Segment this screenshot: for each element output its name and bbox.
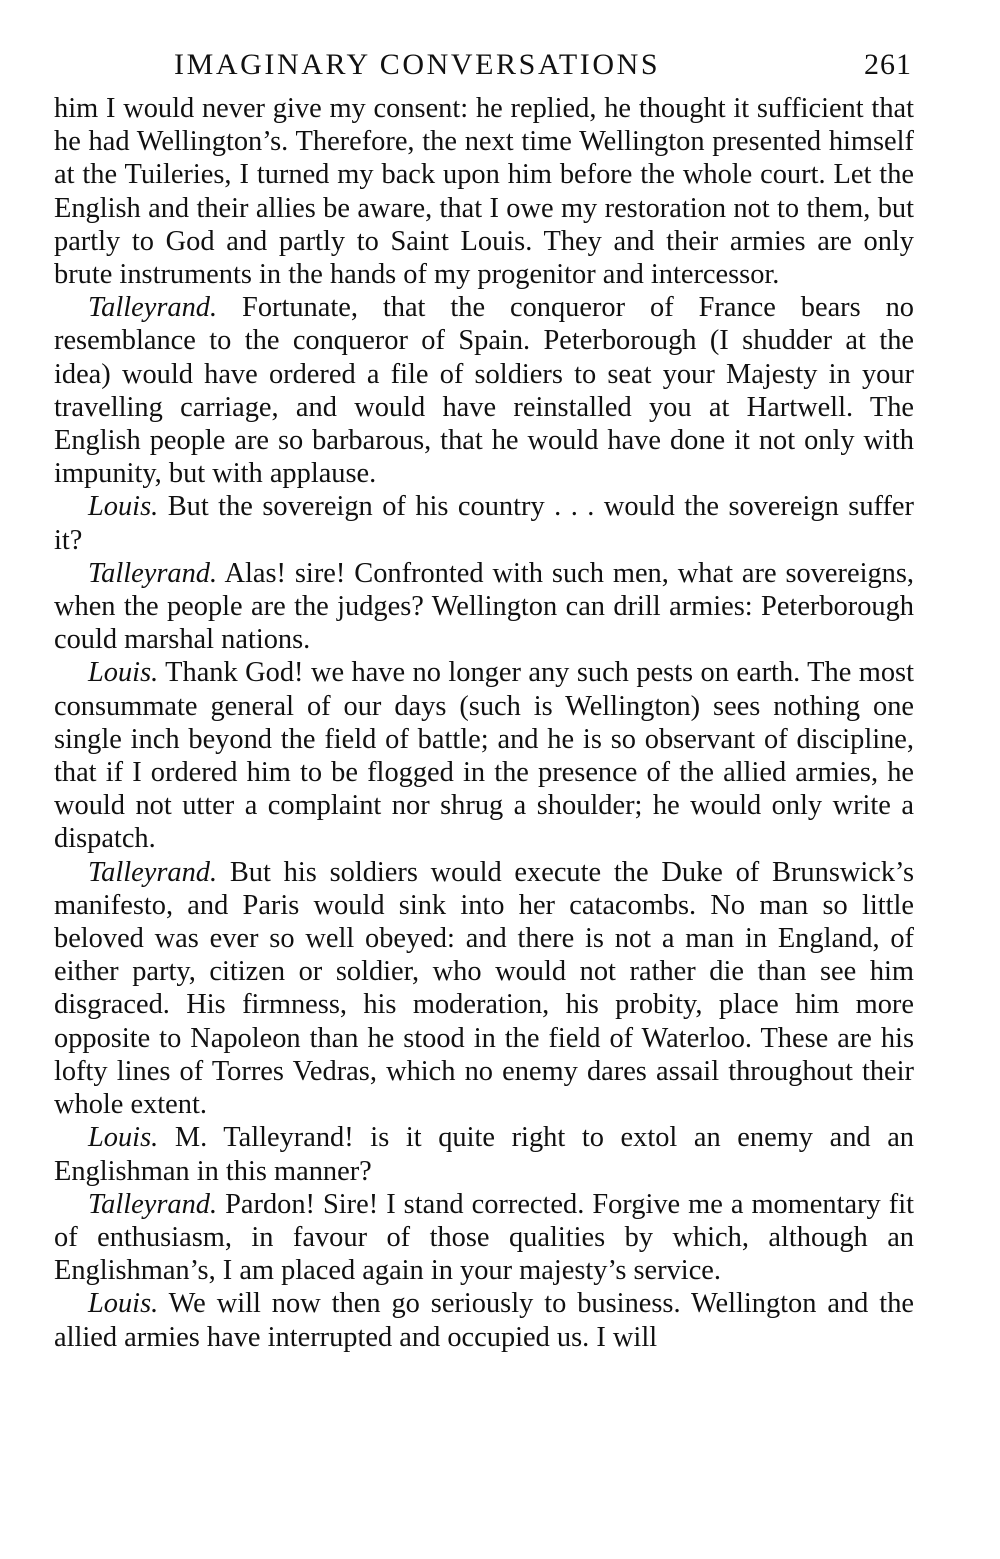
speaker-name: Louis. — [88, 657, 159, 689]
paragraph-text: But his soldiers would execute the Duke of Brunswick’s manifesto, and Paris would sink into her catacombs. No man so little beloved was ever so well obeyed: and there is not a man in England, of either party, citizen or soldier, who would not rather die than see him disgraced. His firmness, his moderation, his probity, place him more opposite to Napoleon than he stood in the field of Waterloo. These are his lofty lines of Torres Vedras, which no enemy dares assail throughout their whole extent. — [54, 856, 914, 1121]
paragraph — [54, 291, 914, 490]
paragraph-text: him I would never give my consent: he replied, he thought it sufficient that he had Wellington’s. Therefore, the next time Wellington presented himself at the Tuileries, I turned my back upon him before the whole court. Let the English and their allies be aware, that I owe my restoration not to them, but partly to God and partly to Saint Louis. They and their armies are only brute instruments in the hands of my progenitor and intercessor. — [54, 93, 914, 291]
book-page — [54, 48, 914, 1354]
paragraph — [54, 92, 914, 291]
speaker-name: Talleyrand. — [88, 557, 218, 589]
paragraph — [54, 1287, 914, 1353]
paragraph-text: But the sovereign of his country . . . would the sovereign suffer it? — [54, 491, 914, 556]
page-number: 261 — [864, 48, 912, 81]
paragraph-text: Alas! sire! Confronted with such men, what are sovereigns, when the people are the judges? Wellington can drill armies: Peterborough could marshal nations. — [54, 557, 914, 656]
paragraph — [54, 557, 914, 657]
paragraph — [54, 1121, 914, 1187]
running-head — [54, 48, 914, 92]
running-title: IMAGINARY CONVERSATIONS — [174, 48, 661, 81]
paragraph-text: We will now then go seriously to business. Wellington and the allied armies have interrupted and occupied us. I will — [54, 1288, 914, 1353]
paragraph-text: Pardon! Sire! I stand corrected. Forgive me a momentary fit of enthusiasm, in favour of those qualities by which, although an Englishman’s, I am placed again in your majesty’s service. — [54, 1188, 914, 1287]
speaker-name: Louis. — [88, 491, 159, 523]
paragraph-text: M. Talleyrand! is it quite right to extol an enemy and an Englishman in this manner? — [54, 1122, 914, 1187]
paragraph — [54, 1188, 914, 1288]
paragraph — [54, 490, 914, 556]
paragraph-text: Thank God! we have no longer any such pests on earth. The most consummate general of our days (such is Wellington) sees nothing one single inch beyond the field of battle; and he is so observant of discipline, that if I ordered him to be flogged in the presence of the allied armies, he would not utter a complaint nor shrug a shoulder; he would only write a dispatch. — [54, 657, 914, 855]
speaker-name: Louis. — [88, 1288, 159, 1320]
paragraph — [54, 656, 914, 855]
speaker-name: Louis. — [88, 1122, 159, 1154]
body-text — [54, 92, 914, 1354]
paragraph — [54, 856, 914, 1122]
speaker-name: Talleyrand. — [88, 856, 218, 888]
paragraph-text: Fortunate, that the conqueror of France bears no resemblance to the conqueror of Spain. Peterborough (I shudder at the idea) would have ordered a file of soldiers to seat your Majesty in your travelling carriage, and would have reinstalled you at Hartwell. The English people are so barbarous, that he would have done it not only with impunity, but with applause. — [54, 292, 914, 490]
speaker-name: Talleyrand. — [88, 1188, 218, 1220]
speaker-name: Talleyrand. — [88, 292, 218, 324]
